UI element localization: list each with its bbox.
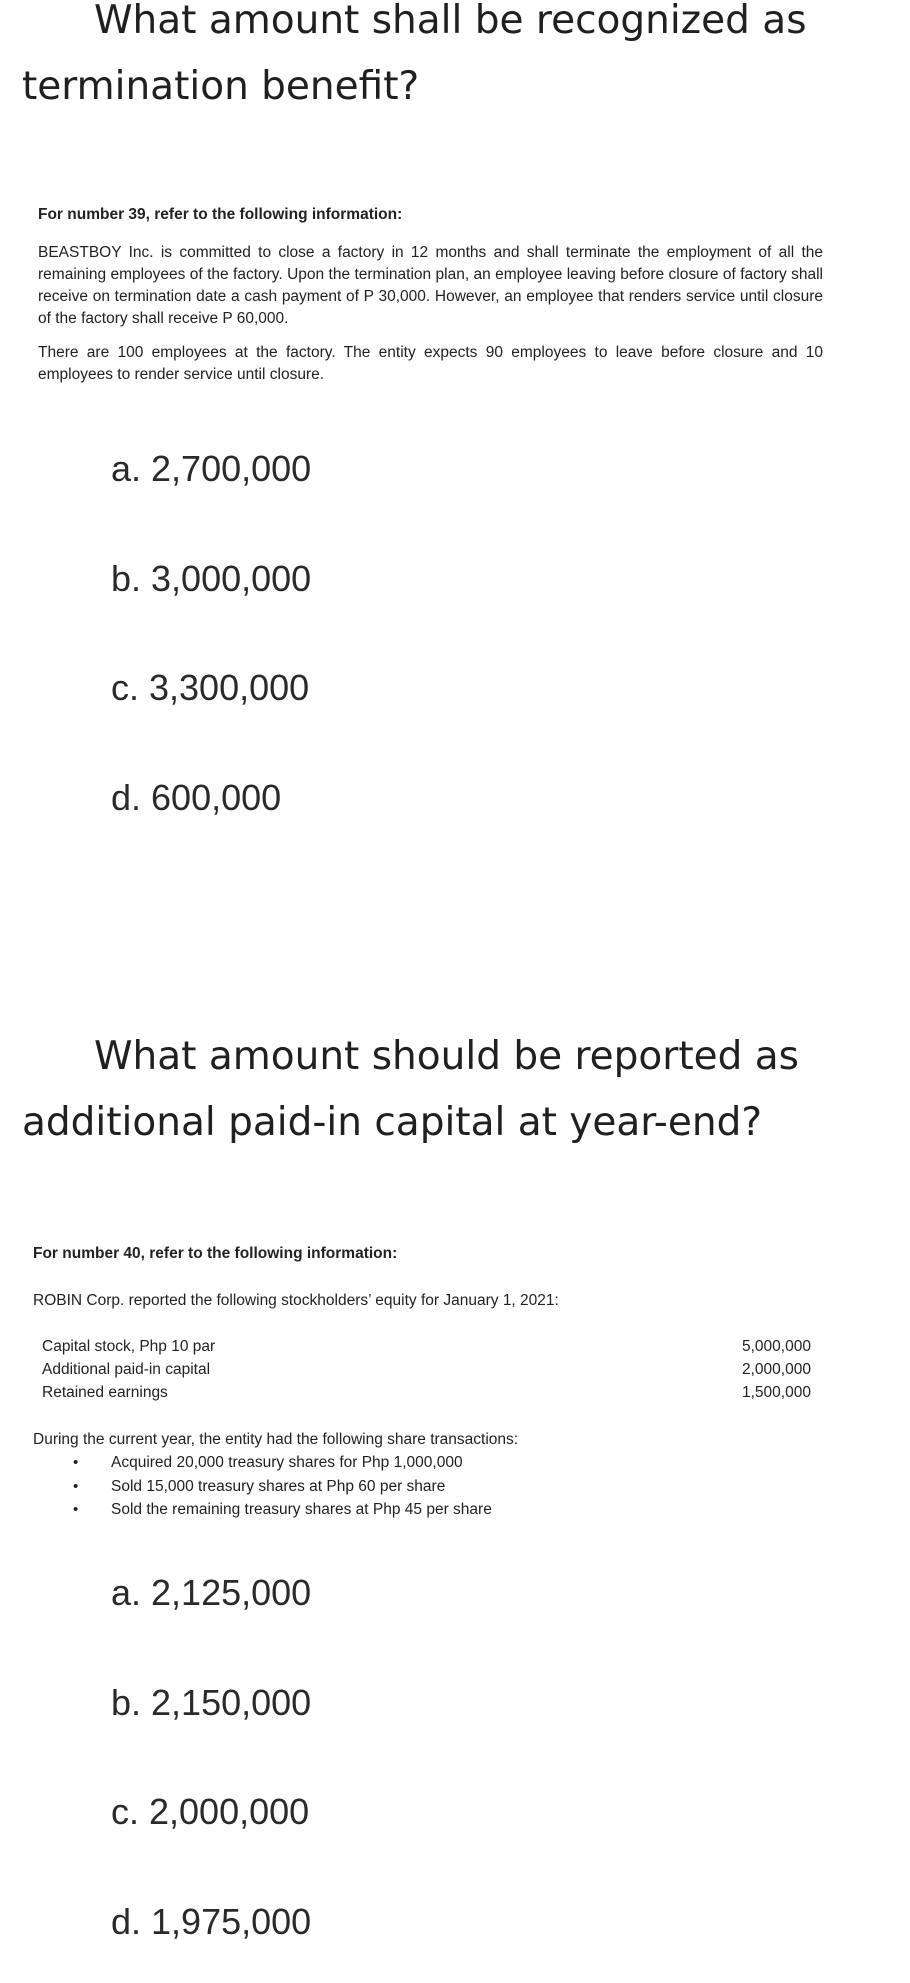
question-40-choice-a[interactable]: a. 2,125,000 xyxy=(111,1572,312,1613)
question-40-info-title: For number 40, refer to the following information: xyxy=(33,1245,398,1262)
equity-amount: 5,000,000 xyxy=(742,1338,811,1355)
equity-amount: 1,500,000 xyxy=(742,1384,811,1401)
equity-label: Retained earnings xyxy=(42,1384,168,1401)
question-39-choice-a[interactable]: a. 2,700,000 xyxy=(111,448,312,489)
equity-amount: 2,000,000 xyxy=(742,1361,811,1378)
list-item xyxy=(33,1498,492,1522)
question-40-choice-b[interactable]: b. 2,150,000 xyxy=(111,1682,312,1723)
transaction-text: Acquired 20,000 treasury shares for Php 1,000,000 xyxy=(111,1454,463,1471)
question-40-intro: ROBIN Corp. reported the following stockholders’ equity for January 1, 2021: xyxy=(33,1292,559,1309)
bullet-icon: • xyxy=(73,1501,79,1518)
question-39-heading-line1: What amount shall be recognized as xyxy=(94,0,807,43)
transactions-intro: During the current year, the entity had the following share transactions: xyxy=(33,1431,519,1448)
question-40-heading-line2: additional paid-in capital at year-end? xyxy=(22,1100,763,1145)
transaction-text: Sold the remaining treasury shares at Php 45 per share xyxy=(111,1501,492,1518)
question-39-heading xyxy=(22,0,882,120)
bullet-icon: • xyxy=(73,1454,79,1471)
equity-row xyxy=(42,1335,812,1358)
equity-row xyxy=(42,1381,812,1404)
question-39-paragraph-2: There are 100 employees at the factory. The entity expects 90 employees to leave before closure and 10 employees to render service until closure. xyxy=(38,344,823,383)
question-39-choice-c[interactable]: c. 3,300,000 xyxy=(111,667,310,708)
transaction-text: Sold 15,000 treasury shares at Php 60 per share xyxy=(111,1477,446,1495)
list-item xyxy=(33,1475,492,1499)
question-40-choice-d[interactable]: d. 1,975,000 xyxy=(111,1901,312,1942)
equity-table xyxy=(42,1335,812,1404)
question-40-heading xyxy=(22,1024,882,1156)
list-item xyxy=(33,1451,492,1475)
transactions-list xyxy=(33,1451,492,1522)
question-39-info-title: For number 39, refer to the following information: xyxy=(38,206,403,223)
question-39-choice-d[interactable]: d. 600,000 xyxy=(111,777,282,818)
bullet-icon: • xyxy=(73,1477,79,1495)
question-39-paragraph-1: BEASTBOY Inc. is committed to close a factory in 12 months and shall terminate the employment of all the remaining employees of the factory. Upon the termination plan, an employee leaving before closure of factory shall receive on termination date a cash payment of P 30,000. However, an employee that renders service until closure of the factory shall receive P 60,000. xyxy=(38,244,823,327)
equity-row xyxy=(42,1358,812,1381)
question-39-choice-b[interactable]: b. 3,000,000 xyxy=(111,558,312,599)
question-39-heading-line2: termination benefit? xyxy=(22,64,420,109)
equity-label: Capital stock, Php 10 par xyxy=(42,1338,216,1355)
question-39-info xyxy=(38,204,823,386)
question-40-choice-c[interactable]: c. 2,000,000 xyxy=(111,1791,310,1832)
question-40-heading-line1: What amount should be reported as xyxy=(94,1034,799,1079)
equity-label: Additional paid-in capital xyxy=(42,1361,211,1378)
